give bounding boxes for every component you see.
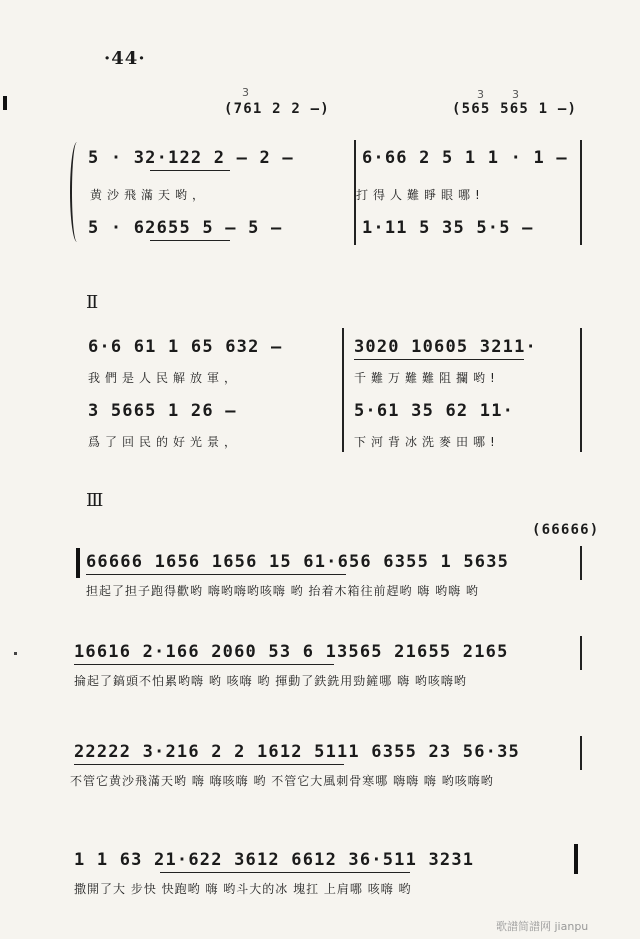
triplet-mark: 3 [477, 88, 484, 101]
end-barline [574, 844, 578, 874]
s3-row4-lyrics: 撒開了大 步快 快跑哟 嗨 哟斗大的冰 塊扛 上肩哪 咳嗨 哟 [74, 882, 412, 896]
intro-lyrics-a: 黄沙飛滿天哟， [90, 188, 210, 202]
s3-row2-lyrics: 掄起了鎬頭不怕累哟嗨 哟 咳嗨 哟 揮動了鉄銑用勁鏟哪 嗨 哟咳嗨哟 [74, 674, 467, 688]
beam-line [354, 359, 524, 360]
watermark: 歌譜简譜网 jianpu [496, 920, 589, 933]
barline [580, 636, 582, 670]
beam-line [160, 872, 410, 873]
s3-row4-notes: 1 1 63 21·622 3612 6612 36·511 3231 [74, 850, 475, 870]
beam-line [74, 664, 334, 665]
barline [342, 328, 344, 452]
intro-lower-notes-b: 1·11 5 35 5·5 — [362, 218, 534, 238]
intro-upper-notes-a: 5 · 32·122 2 — 2 — [88, 148, 294, 168]
s3-row2-notes: 16616 2·166 2060 53 6 13565 21655 2165 [74, 642, 509, 662]
s3-row3-lyrics: 不管它黄沙飛滿天哟 嗨 嗨咳嗨 哟 不管它大風刺骨寒哪 嗨嗨 嗨 哟咳嗨哟 [70, 774, 494, 788]
beam-line [74, 764, 344, 765]
margin-mark [3, 96, 7, 110]
intro-lyrics-b: 打得人難睜眼哪! [356, 188, 485, 202]
system-brace [70, 142, 84, 242]
s2-line1-lyrics-b: 千難万難難阻攔哟! [354, 371, 500, 385]
barline [580, 736, 582, 770]
s2-line2-notes-a: 3 5665 1 26 — [88, 401, 237, 421]
intro-ossia-2: (565 565 1 —) [452, 101, 578, 117]
section-mark-three: Ⅲ [86, 490, 104, 511]
s3-row1-lyrics: 担起了担子跑得歡哟 嗨哟嗨哟咳嗨 哟 抬着木箱往前趕哟 嗨 哟嗨 哟 [86, 584, 479, 598]
beam-line [150, 240, 230, 241]
s2-line1-notes-a: 6·6 61 1 65 632 — [88, 337, 283, 357]
barline [580, 546, 582, 580]
repeat-barline [76, 548, 80, 578]
s3-row1-notes: 66666 1656 1656 15 61·656 6355 1 5635 [86, 552, 510, 572]
s2-line2-lyrics-b: 下河背冰洗麥田哪! [354, 435, 500, 449]
barline [580, 140, 582, 245]
page-number: ·44· [104, 48, 146, 69]
intro-upper-notes-b: 6·66 2 5 1 1 · 1 — [362, 148, 568, 168]
triplet-mark: 3 [512, 88, 519, 101]
beam-line [150, 170, 230, 171]
intro-lower-notes-a: 5 · 62655 5 — 5 — [88, 218, 283, 238]
s3-row3-notes: 22222 3·216 2 2 1612 5111 6355 23 56·35 [74, 742, 520, 762]
margin-dot [14, 652, 17, 655]
s2-line1-notes-b: 3020 10605 3211· [354, 337, 537, 357]
s2-line2-lyrics-a: 爲了回民的好光景， [88, 435, 242, 449]
beam-line [86, 574, 346, 575]
barline [580, 328, 582, 452]
s2-line1-lyrics-a: 我們是人民解放軍， [88, 371, 242, 385]
s3-ossia: (66666) [532, 522, 600, 538]
triplet-mark: 3 [242, 86, 249, 99]
intro-ossia-1: (761 2 2 —) [224, 101, 330, 117]
s2-line2-notes-b: 5·61 35 62 11· [354, 401, 515, 421]
section-mark-two: Ⅱ [86, 292, 99, 313]
